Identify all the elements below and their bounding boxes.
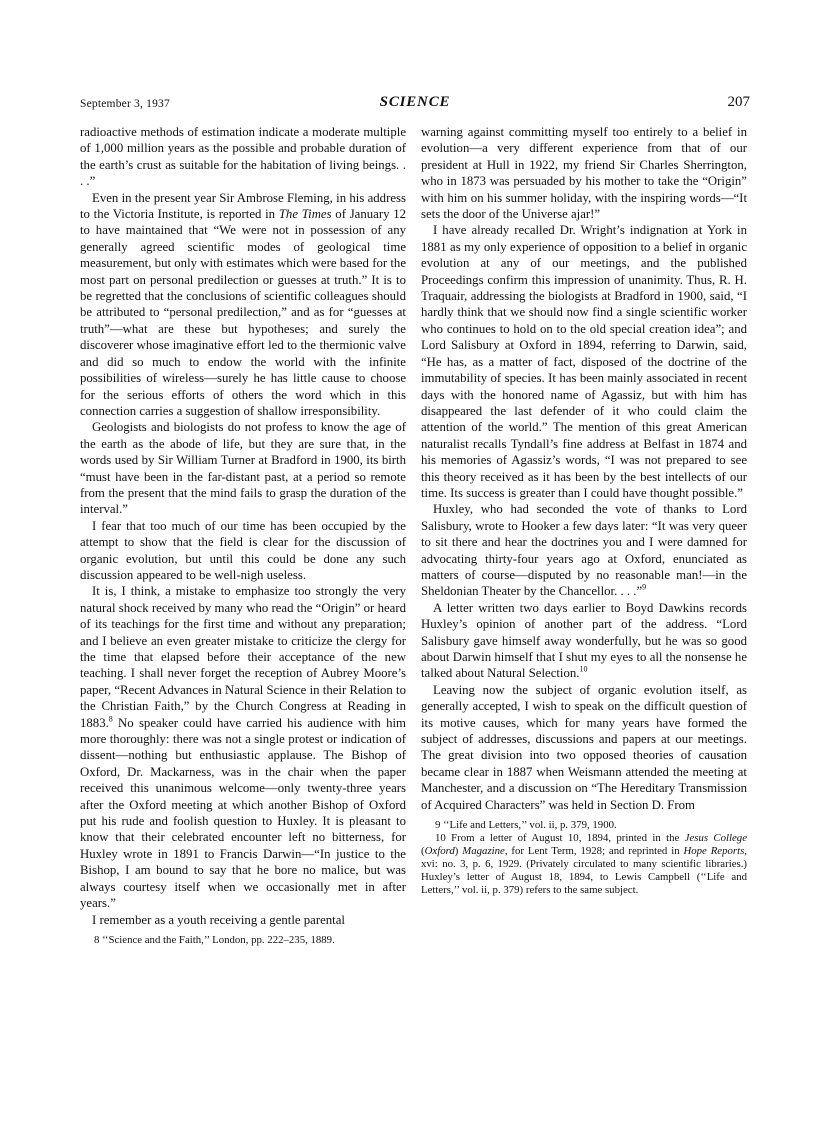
paragraph: Even in the present year Sir Ambrose Fleming, in his address to the Victoria Institute, is reported in The Times of January 12 to have maintained that “We were not in possession of any generally agreed scientific modes of geological time measurement, but only with estimates which were based for the most part on personal predilection or guesses at truth.” It is to be regretted that the conclusions of scientific colleagues should be attributed to “personal predilection,” and as for “guesses at truth”—what are these but hypotheses; and surely the discoverer whose imaginative effort led to the thermionic valve and did so much to endow the world with the infinite possibilities of wireless—surely he has little cause to choose for the serious efforts of others the word which in this connection carries a suggestion of shallow irresponsibility. [80,190,407,418]
footnote-10: 10 From a letter of August 10, 1894, printed in the Jesus College (Oxford) Magazine, for Lent Term, 1928; and reprinted in Hope Reports, xvi: no. 3, p. 6, 1929. (Privately circulated to many scientific libraries.) Huxley’s letter of August 18, 1894, to Lewis Campbell (‘‘Life and Letters,’’ vol. ii, p. 379) refers to the same subject. [421,832,747,897]
paragraph: I remember as a youth receiving a gentle parental [92,912,345,927]
paragraph: Leaving now the subject of organic evolution itself, as generally accepted, I wish to speak on the difficult question of its motive causes, which for many years have formed the subject of addresses, discussions and papers at our meetings. The great division into two opposed theories of causation became clear in 1887 when Weismann attended the meeting at Manchester, and a discussion on “The Hereditary Transmission of Acquired Characters” was held in Section D. From [421,682,747,812]
paragraph: I fear that too much of our time has been occupied by the attempt to show that the field is clear for the discussion of organic evolution, but until this could be done any such discussion appeared to be well-nigh useless. [80,518,406,582]
footnotes [421,819,747,897]
paragraph: Huxley, who had seconded the vote of thanks to Lord Salisbury, wrote to Hooker a few days later: “It was very queer to sit there and hear the doctrines you and I were damned for advocating thirty-four years ago at Oxford, enunciated as matters of course—disputed by no reasonable man!—in the Sheldonian Theater by the Chancellor. . . .”$^9$ [421,502,747,599]
footnote-9: 9 ‘‘Life and Letters,’’ vol. ii, p. 379, 1900. [435,819,617,832]
paragraph: warning against committing myself too entirely to a belief in evolution—a very different experience from that of our president at Hull in 1922, my friend Sir Charles Sherrington, who in 1873 was persuaded by his mother to take the “Origin” with him on his summer holiday, with the inspiring words—“It sets the door of the Universe ajar!” [421,125,747,222]
footnote-8: 8 ‘‘Science and the Faith,’’ London, pp. 222–235, 1889. [94,933,335,946]
paragraph: radioactive methods of estimation indicate a moderate multiple of 1,000 million years as the possible and probable duration of the earth’s crust as suitable for the habitation of living beings. . . .” [80,125,406,189]
footnote-ref: 10 [579,665,588,675]
paragraph: A letter written two days earlier to Boyd Dawkins records Huxley’s opinion of another part of the address. “Lord Salisbury gave himself away wonderfully, but he was so good about Darwin himself that I shut my eyes to all the nonsense he talked about Natural Selection.$^{10}$ [421,600,747,681]
running-header [80,94,750,116]
page-number: 207 [727,94,750,110]
right-column [421,124,747,897]
journal-title: SCIENCE [379,94,451,110]
paragraph: Geologists and biologists do not profess to know the age of the earth as the abode of life, but they are sure that, in the words used by Sir William Turner at Bradford in 1900, its birth “must have been in the far-distant past, at a period so remote from the present that the mind fails to grasp the duration of the interval.” [80,420,406,517]
paragraph: It is, I think, a mistake to emphasize too strongly the very natural shock received by many who read the “Origin” or heard of its teachings for the first time and without any preparation; and I believe an even greater mistake to criticize the clergy for the time that elapsed before their acceptance of the new teaching. I shall never forget the reception of Aubrey Moore’s paper, “Recent Advances in Natural Science in their Relation to the Christian Faith,” by the Church Congress at Reading in 1883.$^8$ No speaker could have carried his audience with him more thoroughly: there was not a single protest or indication of dissent—nothing but enthusiastic applause. The Bishop of Oxford, Dr. Mackarness, was in the chair when the paper received this unanimous welcome—only twenty-three years after the Oxford meeting at which another Bishop of Oxford put his rude and foolish question to Huxley. It is pleasant to know that their celebrated encounter left no bitterness, for Huxley wrote in 1891 to Francis Darwin—“In justice to the Bishop, I am bound to say that he bore no malice, but was always courtesy itself when we occasionally met in after years.” [80,584,406,911]
footnotes [80,934,406,947]
paragraph: I have already recalled Dr. Wright’s indignation at York in 1881 as my only experience of opposition to a belief in organic evolution at any of our meetings, and the published Proceedings confirm this impression of unanimity. Thus, R. H. Traquair, addressing the biologists at Bradford in 1900, said, “I hardly think that we should now find a single scientific worker who continues to hold on to the old special creation idea”; and Lord Salisbury at Oxford in 1894, referring to Darwin, said, “He has, as a matter of fact, disposed of the doctrine of the immutability of species. It has been mainly associated in recent days with the honored name of Agassiz, but with him has disappeared the last defender of it who could claim the attention of the world.” The mention of this great American naturalist recalls Tyndall’s fine address at Belfast in 1874 and his memories of Agassiz’s words, “I was not prepared to see this theory received as it has been by the best intellects of our time. Its success is greater than I could have thought possible.” [421,223,747,500]
left-column [80,124,406,947]
issue-date: September 3, 1937 [80,98,170,110]
footnote-ref: 8 [108,714,113,724]
footnote-ref: 9 [642,583,647,593]
